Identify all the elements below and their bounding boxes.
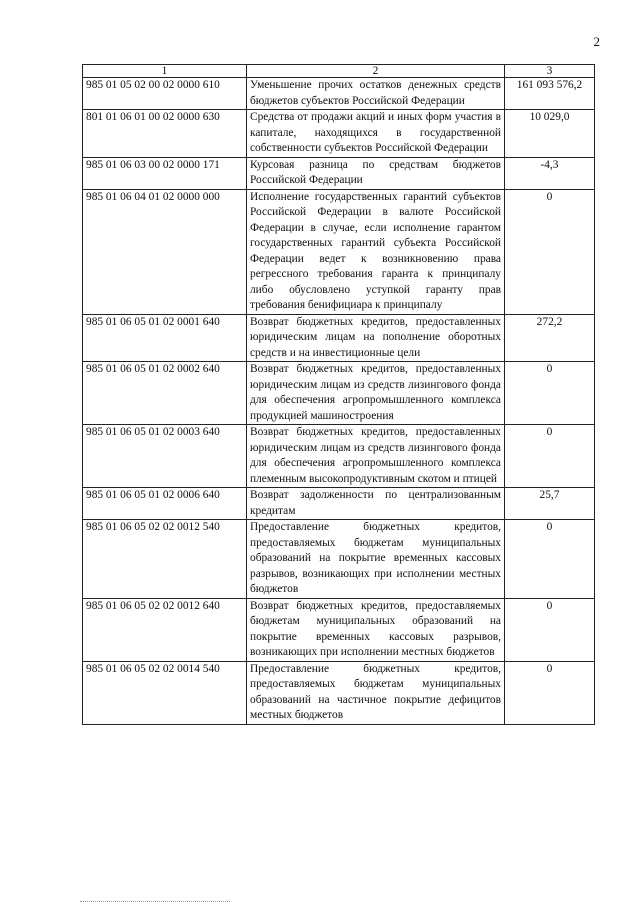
amount-cell: 25,7: [505, 488, 595, 520]
table-row: [83, 598, 595, 661]
amount-cell: 0: [505, 598, 595, 661]
column-header-description: 2: [247, 65, 505, 78]
description-cell: Уменьшение прочих остатков денежных средств бюджетов субъектов Российской Федерации: [247, 78, 505, 110]
table-row: [83, 425, 595, 488]
page-number: 2: [593, 34, 600, 49]
table-row: [83, 110, 595, 158]
column-header-code: 1: [83, 65, 247, 78]
amount-cell: -4,3: [505, 157, 595, 189]
budget-code-cell: 985 01 05 02 00 02 0000 610: [83, 78, 247, 110]
table-body: [83, 78, 595, 725]
table-row: [83, 157, 595, 189]
table-header: [83, 65, 595, 78]
description-cell: Курсовая разница по средствам бюджетов Российской Федерации: [247, 157, 505, 189]
description-cell: Возврат бюджетных кредитов, предоставляемых бюджетам муниципальных образований на покрытие временных кассовых разрывов, возникающих при исполнении местных бюджетов: [247, 598, 505, 661]
budget-code-cell: 985 01 06 04 01 02 0000 000: [83, 189, 247, 314]
amount-cell: 0: [505, 661, 595, 724]
amount-cell: 0: [505, 362, 595, 425]
description-cell: Возврат бюджетных кредитов, предоставленных юридическим лицам из средств лизингового фонда для обеспечения агропромышленного комплекса продукцией машиностроения: [247, 362, 505, 425]
budget-code-cell: 985 01 06 05 02 02 0012 640: [83, 598, 247, 661]
budget-code-cell: 985 01 06 05 01 02 0001 640: [83, 314, 247, 362]
amount-cell: 0: [505, 520, 595, 599]
column-header-amount: 3: [505, 65, 595, 78]
description-cell: Возврат бюджетных кредитов, предоставленных юридическим лицам на пополнение оборотных средств и на инвестиционные цели: [247, 314, 505, 362]
budget-sources-table: [82, 64, 595, 725]
description-cell: Предоставление бюджетных кредитов, предоставляемых бюджетам муниципальных образований на частичное покрытие дефицитов местных бюджетов: [247, 661, 505, 724]
budget-code-cell: 985 01 06 03 00 02 0000 171: [83, 157, 247, 189]
budget-code-cell: 985 01 06 05 02 02 0012 540: [83, 520, 247, 599]
budget-code-cell: 801 01 06 01 00 02 0000 630: [83, 110, 247, 158]
amount-cell: 272,2: [505, 314, 595, 362]
table-row: [83, 520, 595, 599]
budget-code-cell: 985 01 06 05 01 02 0002 640: [83, 362, 247, 425]
table-row: [83, 488, 595, 520]
description-cell: Средства от продажи акций и иных форм участия в капитале, находящихся в государственной собственности субъектов Российской Федерации: [247, 110, 505, 158]
amount-cell: 10 029,0: [505, 110, 595, 158]
scan-artifact-line: [80, 901, 230, 902]
table-row: [83, 78, 595, 110]
amount-cell: 0: [505, 425, 595, 488]
amount-cell: 161 093 576,2: [505, 78, 595, 110]
table-row: [83, 314, 595, 362]
description-cell: Возврат бюджетных кредитов, предоставленных юридическим лицам из средств лизингового фонда для обеспечения агропромышленного комплекса племенным высокопродуктивным скотом и птицей: [247, 425, 505, 488]
budget-code-cell: 985 01 06 05 01 02 0006 640: [83, 488, 247, 520]
description-cell: Исполнение государственных гарантий субъектов Российской Федерации в валюте Российской Федерации в случае, если исполнение гарантом государственных гарантий субъекта Российской Федерации ведет к возникновению права регрессного требования гаранта к принципалу либо обусловлено уступкой гаранту прав требования бенифициара к принципалу: [247, 189, 505, 314]
header-row: [83, 65, 595, 78]
description-cell: Предоставление бюджетных кредитов, предоставляемых бюджетам муниципальных образований на покрытие временных кассовых разрывов, возникающих при исполнении местных бюджетов: [247, 520, 505, 599]
amount-cell: 0: [505, 189, 595, 314]
budget-code-cell: 985 01 06 05 01 02 0003 640: [83, 425, 247, 488]
table-row: [83, 362, 595, 425]
table-row: [83, 661, 595, 724]
budget-code-cell: 985 01 06 05 02 02 0014 540: [83, 661, 247, 724]
description-cell: Возврат задолженности по централизованным кредитам: [247, 488, 505, 520]
table-row: [83, 189, 595, 314]
